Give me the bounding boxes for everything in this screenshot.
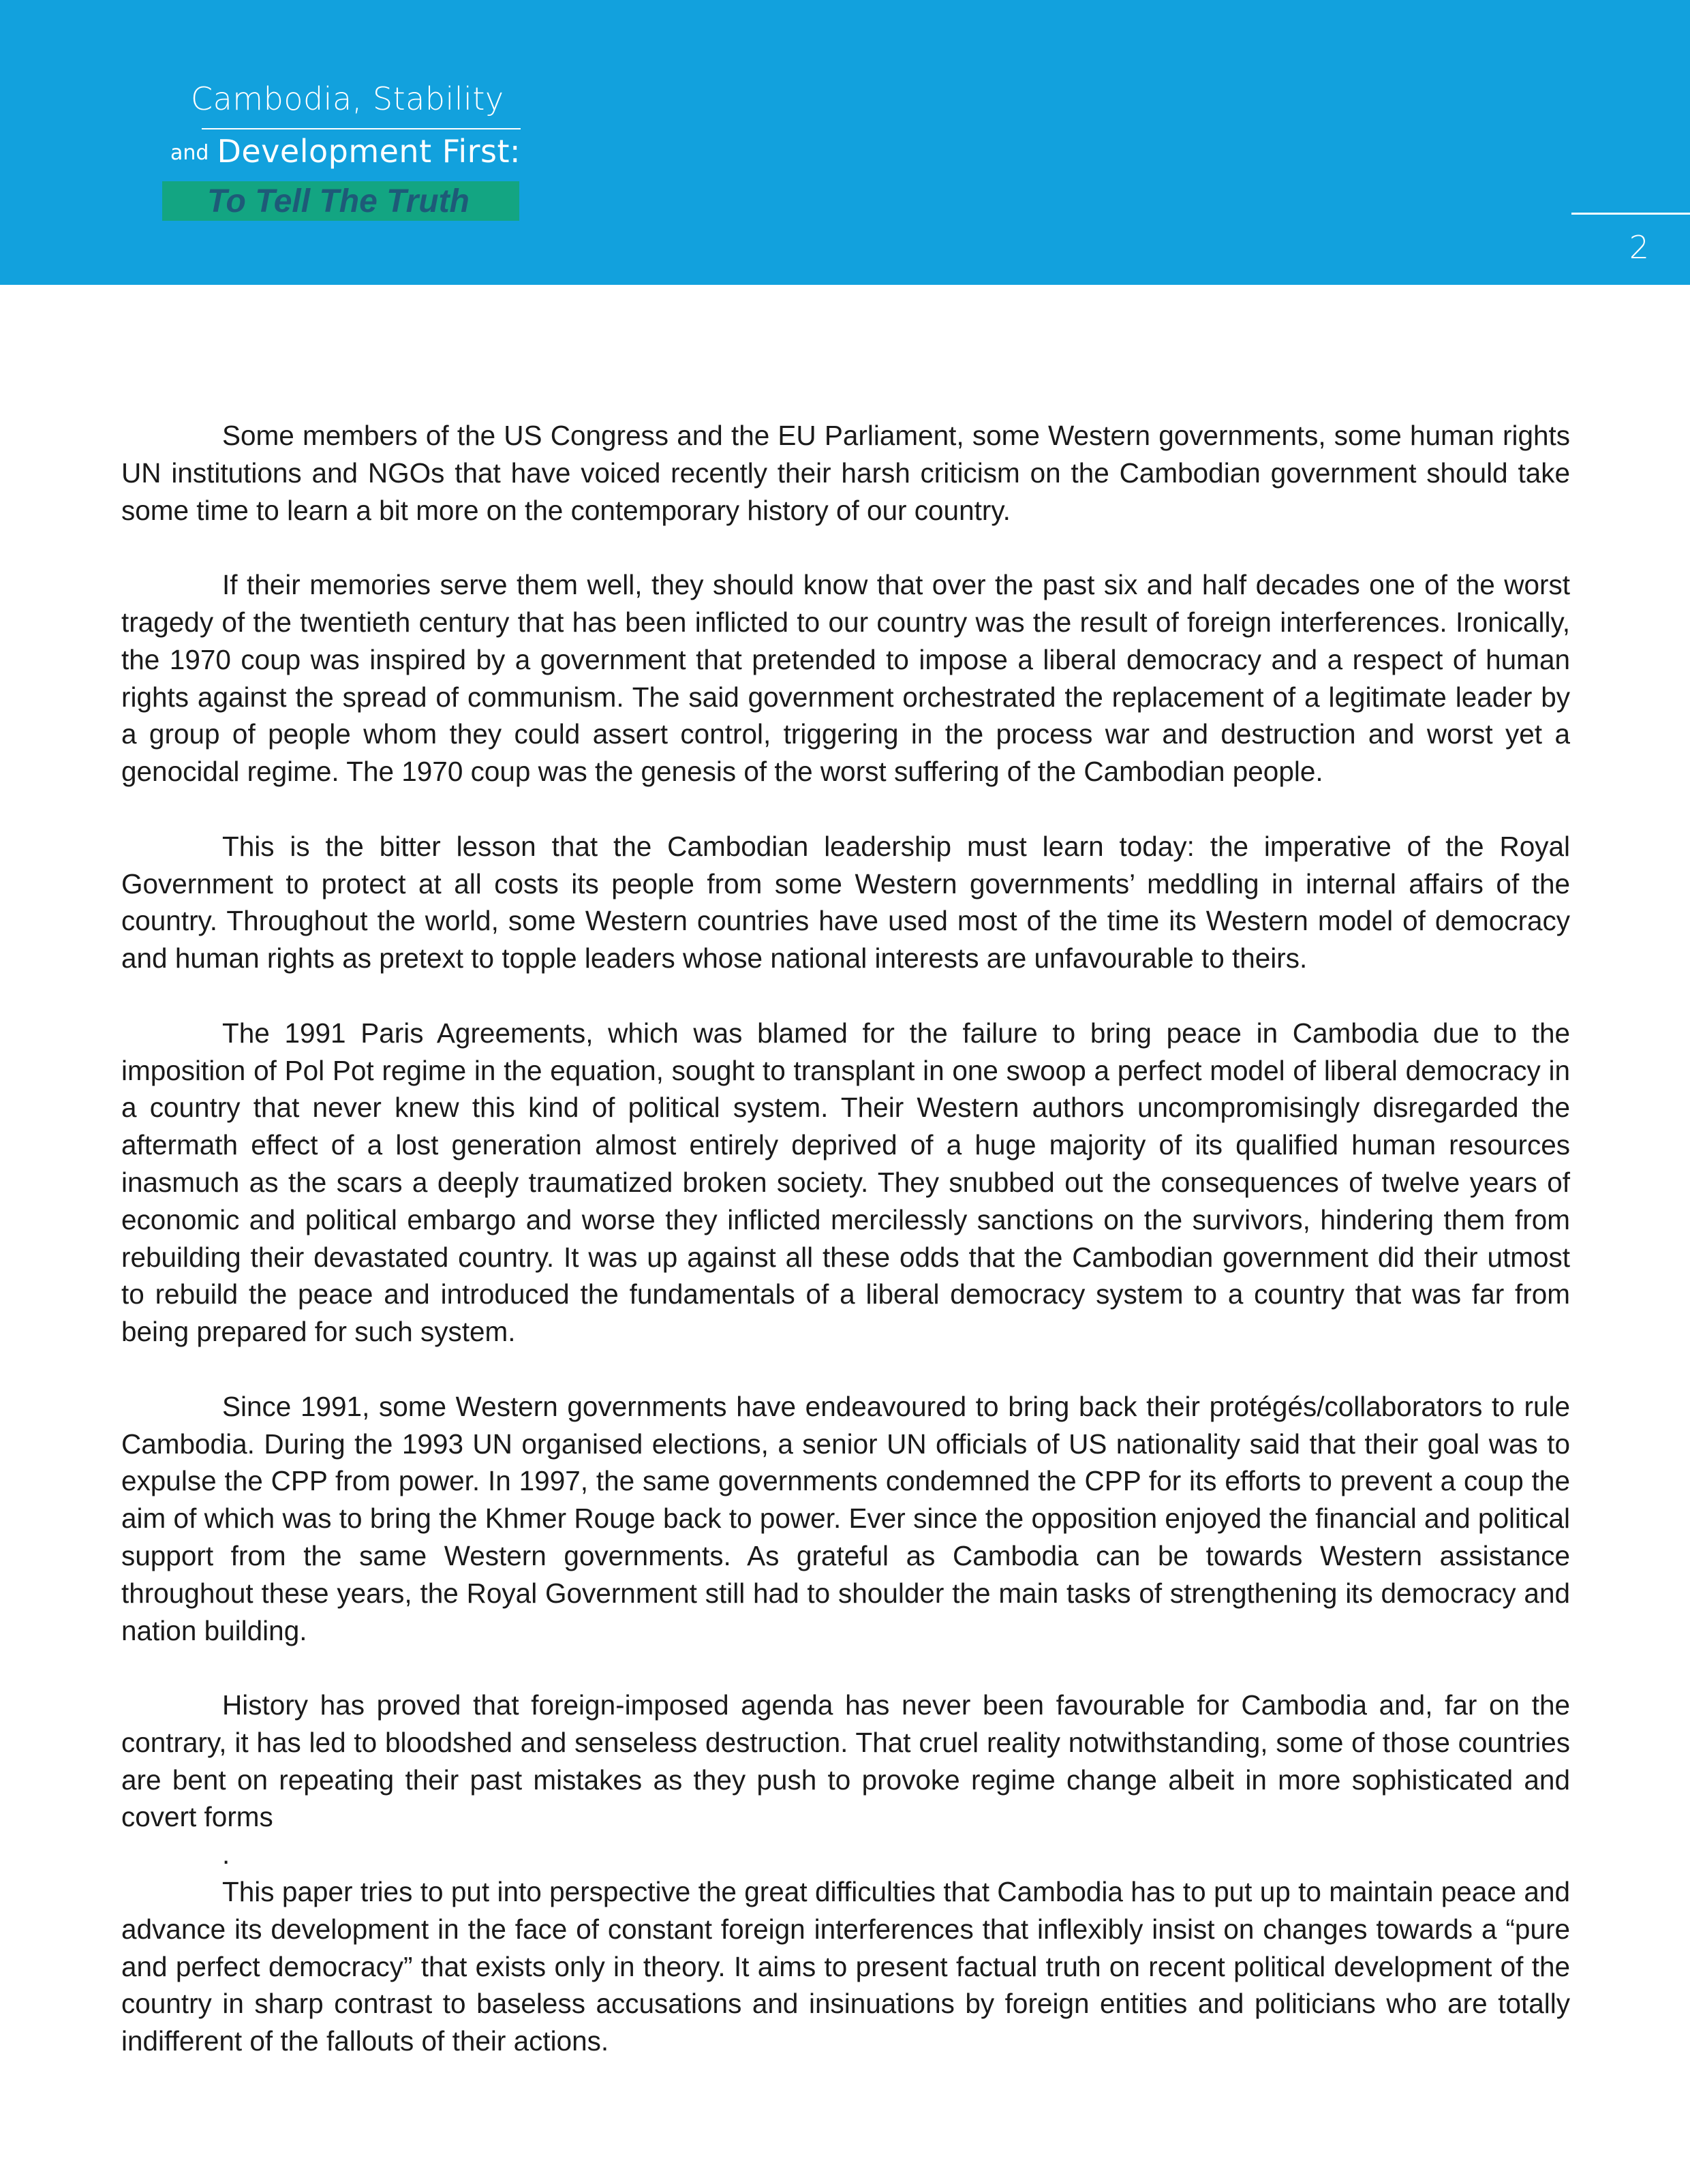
body-text bbox=[121, 417, 1570, 2097]
page-number-rule bbox=[1571, 213, 1690, 215]
page-number: 2 bbox=[1629, 229, 1649, 266]
book-title-line1: Cambodia, Stability bbox=[191, 80, 504, 117]
paragraph: This paper tries to put into perspective the great difficulties that Cambodia has to put up to maintain peace and advance its development in the face of constant foreign interferences that inflexibly insist on changes towards a “pure and perfect democracy” that exists only in theory. It aims to present factual truth on recent political development of the country in sharp contrast to baseless accusations and insinuations by foreign entities and politicians who are totally indifferent of the fallouts of their actions. bbox=[121, 1876, 1570, 2057]
paragraph: History has proved that foreign-imposed agenda has never been favourable for Cambodia and, far on the contrary, it has led to bloodshed and senseless destruction. That cruel reality notwithstanding, some of those countries are bent on repeating their past mistakes as they push to provoke regime change albeit in more sophisticated and covert forms bbox=[121, 1689, 1570, 1833]
paragraph: Some members of the US Congress and the EU Parliament, some Western governments, some human rights UN institutions and NGOs that have voiced recently their harsh criticism on the Cambodian government should take some time to learn a bit more on the contemporary history of our country. bbox=[121, 420, 1570, 526]
paragraph: This is the bitter lesson that the Cambodian leadership must learn today: the imperative of the Royal Government to protect at all costs its people from some Western governments’ meddling in internal affairs of the country. Throughout the world, some Western countries have used most of the time its Western model of democracy and human rights as pretext to topple leaders whose national interests are unfavourable to theirs. bbox=[121, 830, 1570, 974]
title-underline bbox=[202, 128, 521, 129]
paragraph: If their memories serve them well, they should know that over the past six and half decades one of the worst tragedy of the twentieth century that has been inflicted to our country was the result of foreign interferences. Ironically, the 1970 coup was inspired by a government that pretended to impose a liberal democracy and a respect of human rights against the spread of communism. The said government orchestrated the replacement of a legitimate leader by a group of people whom they could assert control, triggering in the process war and destruction and worst yet a genocidal regime. The 1970 coup was the genesis of the worst suffering of the Cambodian people. bbox=[121, 569, 1570, 788]
paragraph: The 1991 Paris Agreements, which was blamed for the failure to bring peace in Cambodia due to the imposition of Pol Pot regime in the equation, sought to transplant in one swoop a perfect model of liberal democracy in a country that never knew this kind of political system. Their Western authors uncompromisingly disregarded the aftermath effect of a lost generation almost entirely deprived of a huge majority of its qualified human resources inasmuch as the scars a deeply traumatized broken society. They snubbed out the consequences of twelve years of economic and political embargo and worse they inflicted mercilessly sanctions on the survivors, hindering them from rebuilding their devastated country. It was up against all these odds that the Cambodian government did their utmost to rebuild the peace and introduced the fundamentals of a liberal democracy system to a country that was far from being prepared for such system. bbox=[121, 1017, 1570, 1348]
stray-dot: . bbox=[222, 1839, 230, 1871]
book-title-line2 bbox=[170, 133, 521, 170]
book-subtitle: To Tell The Truth bbox=[207, 183, 470, 219]
title-and-word: and bbox=[170, 141, 209, 165]
paragraph: Since 1991, some Western governments have endeavoured to bring back their protégés/collaborators to rule Cambodia. During the 1993 UN organised elections, a senior UN officials of US nationality said that their goal was to expulse the CPP from power. In 1997, the same governments condemned the CPP for its efforts to prevent a coup the aim of which was to bring the Khmer Rouge back to power. Ever since the opposition enjoyed the financial and political support from the same Western governments. As grateful as Cambodia can be towards Western assistance throughout these years, the Royal Government still had to shoulder the main tasks of strengthening its democracy and nation building. bbox=[121, 1390, 1570, 1646]
title-development-word: Development First: bbox=[217, 133, 521, 170]
